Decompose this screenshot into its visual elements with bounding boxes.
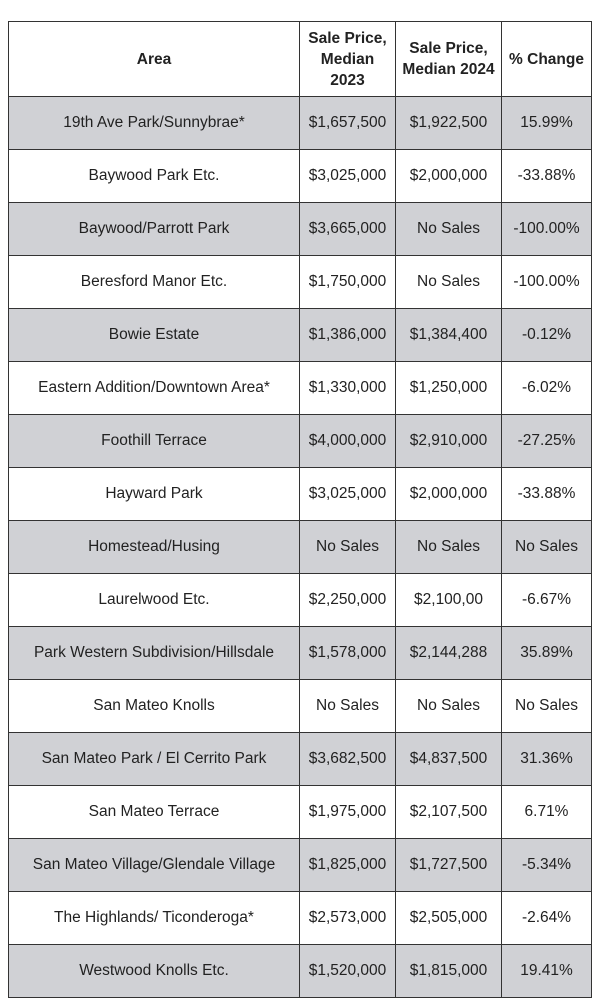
table-row <box>9 892 592 945</box>
area-cell: San Mateo Terrace <box>9 786 300 839</box>
area-cell: Bowie Estate <box>9 309 300 362</box>
area-cell: Eastern Addition/Downtown Area* <box>9 362 300 415</box>
change-cell: -100.00% <box>502 203 592 256</box>
area-cell: San Mateo Park / El Cerrito Park <box>9 733 300 786</box>
price-table-container <box>8 21 592 998</box>
area-cell: Homestead/Husing <box>9 521 300 574</box>
price-2023-cell: $2,250,000 <box>300 574 396 627</box>
area-cell: San Mateo Knolls <box>9 680 300 733</box>
price-2024-cell: $2,910,000 <box>396 415 502 468</box>
change-cell: -2.64% <box>502 892 592 945</box>
price-2023-cell: $3,682,500 <box>300 733 396 786</box>
area-cell: The Highlands/ Ticonderoga* <box>9 892 300 945</box>
price-2023-cell: $1,657,500 <box>300 97 396 150</box>
price-2023-cell: $1,520,000 <box>300 945 396 998</box>
header-price-2023: Sale Price, Median 2023 <box>300 22 396 97</box>
price-2024-cell: $1,727,500 <box>396 839 502 892</box>
change-cell: 31.36% <box>502 733 592 786</box>
price-2023-cell: $1,750,000 <box>300 256 396 309</box>
table-row <box>9 574 592 627</box>
table-body <box>9 97 592 998</box>
price-2024-cell: $2,107,500 <box>396 786 502 839</box>
price-2024-cell: $1,384,400 <box>396 309 502 362</box>
change-cell: 6.71% <box>502 786 592 839</box>
price-2024-cell: $4,837,500 <box>396 733 502 786</box>
price-2023-cell: $1,825,000 <box>300 839 396 892</box>
table-row <box>9 150 592 203</box>
price-2023-cell: $1,975,000 <box>300 786 396 839</box>
price-2024-cell: No Sales <box>396 203 502 256</box>
change-cell: -5.34% <box>502 839 592 892</box>
price-2024-cell: $1,815,000 <box>396 945 502 998</box>
change-cell: -0.12% <box>502 309 592 362</box>
table-row <box>9 945 592 998</box>
price-2023-cell: $3,025,000 <box>300 468 396 521</box>
change-cell: -33.88% <box>502 150 592 203</box>
header-price-2024: Sale Price, Median 2024 <box>396 22 502 97</box>
table-row <box>9 309 592 362</box>
change-cell: 19.41% <box>502 945 592 998</box>
table-row <box>9 680 592 733</box>
price-2024-cell: $2,100,00 <box>396 574 502 627</box>
table-row <box>9 256 592 309</box>
price-2023-cell: $2,573,000 <box>300 892 396 945</box>
area-cell: Baywood/Parrott Park <box>9 203 300 256</box>
table-row <box>9 627 592 680</box>
area-cell: Hayward Park <box>9 468 300 521</box>
table-row <box>9 468 592 521</box>
price-2024-cell: No Sales <box>396 680 502 733</box>
price-2023-cell: $3,665,000 <box>300 203 396 256</box>
price-2023-cell: $1,330,000 <box>300 362 396 415</box>
price-2024-cell: $1,250,000 <box>396 362 502 415</box>
table-row <box>9 786 592 839</box>
area-cell: Beresford Manor Etc. <box>9 256 300 309</box>
price-2023-cell: $1,578,000 <box>300 627 396 680</box>
change-cell: No Sales <box>502 521 592 574</box>
table-row <box>9 203 592 256</box>
price-2024-cell: No Sales <box>396 256 502 309</box>
area-cell: 19th Ave Park/Sunnybrae* <box>9 97 300 150</box>
median-sale-price-table <box>8 21 592 998</box>
area-cell: Foothill Terrace <box>9 415 300 468</box>
price-2024-cell: $2,000,000 <box>396 150 502 203</box>
price-2023-cell: $1,386,000 <box>300 309 396 362</box>
price-2024-cell: No Sales <box>396 521 502 574</box>
change-cell: -33.88% <box>502 468 592 521</box>
price-2024-cell: $2,505,000 <box>396 892 502 945</box>
change-cell: -6.67% <box>502 574 592 627</box>
table-row <box>9 362 592 415</box>
price-2024-cell: $2,144,288 <box>396 627 502 680</box>
area-cell: Laurelwood Etc. <box>9 574 300 627</box>
change-cell: 35.89% <box>502 627 592 680</box>
price-2024-cell: $1,922,500 <box>396 97 502 150</box>
table-row <box>9 97 592 150</box>
header-change: % Change <box>502 22 592 97</box>
table-header <box>9 22 592 97</box>
price-2023-cell: No Sales <box>300 680 396 733</box>
change-cell: 15.99% <box>502 97 592 150</box>
change-cell: -6.02% <box>502 362 592 415</box>
header-row <box>9 22 592 97</box>
price-2023-cell: $4,000,000 <box>300 415 396 468</box>
area-cell: Baywood Park Etc. <box>9 150 300 203</box>
price-2024-cell: $2,000,000 <box>396 468 502 521</box>
table-row <box>9 415 592 468</box>
area-cell: Park Western Subdivision/Hillsdale <box>9 627 300 680</box>
table-row <box>9 839 592 892</box>
table-row <box>9 733 592 786</box>
price-2023-cell: $3,025,000 <box>300 150 396 203</box>
table-row <box>9 521 592 574</box>
change-cell: -100.00% <box>502 256 592 309</box>
price-2023-cell: No Sales <box>300 521 396 574</box>
header-area: Area <box>9 22 300 97</box>
change-cell: -27.25% <box>502 415 592 468</box>
change-cell: No Sales <box>502 680 592 733</box>
area-cell: San Mateo Village/Glendale Village <box>9 839 300 892</box>
area-cell: Westwood Knolls Etc. <box>9 945 300 998</box>
